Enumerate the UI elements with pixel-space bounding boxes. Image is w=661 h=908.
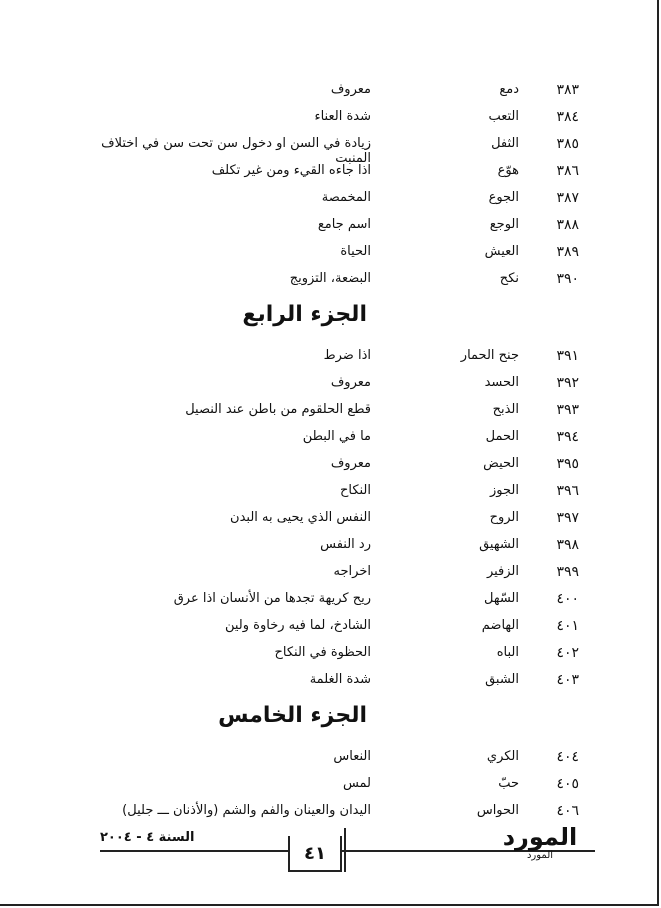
entry-term: الباه [496, 645, 519, 660]
entry-number: ٤٠٤ [556, 749, 579, 765]
section-4-list [0, 342, 661, 693]
entry-meaning: ما في البطن [302, 429, 371, 444]
entry-row [0, 369, 661, 396]
entry-number: ٣٨٣ [556, 82, 579, 98]
entry-meaning: شدة العناء [314, 109, 371, 124]
logo-title: المورد [502, 823, 578, 851]
logo-subtitle: المورد [526, 850, 554, 861]
entry-number: ٣٨٩ [556, 244, 579, 260]
entry-meaning: لمس [342, 776, 371, 791]
entry-meaning: الحظوة في النكاح [274, 645, 371, 660]
entry-row [0, 504, 661, 531]
entry-number: ٤٠٥ [556, 776, 579, 792]
entry-term: الروح [489, 510, 519, 525]
entry-number: ٣٩٥ [556, 456, 579, 472]
entry-row [0, 76, 661, 103]
entry-row [0, 743, 661, 770]
entry-row [0, 612, 661, 639]
entry-number: ٣٨٧ [556, 190, 579, 206]
entry-meaning: الحياة [340, 244, 371, 259]
entry-term: الشهيق [479, 537, 519, 552]
entry-row [0, 477, 661, 504]
entry-meaning: معروف [330, 375, 371, 390]
entry-meaning: المخمصة [321, 190, 371, 205]
page-number-box [288, 836, 342, 872]
entry-number: ٣٨٨ [556, 217, 579, 233]
entry-term: دمع [499, 82, 519, 97]
entry-number: ٣٩٧ [556, 510, 579, 526]
entry-meaning: قطع الحلقوم من باطن عند النصيل [185, 402, 371, 417]
entry-row [0, 797, 661, 824]
entry-row [0, 396, 661, 423]
section-4-title: الجزء الرابع [242, 302, 367, 327]
entry-term: السّهل [483, 591, 519, 606]
entry-meaning: البضعة، التزويج [289, 271, 371, 286]
entry-meaning: اسم جامع [317, 217, 371, 232]
entry-number: ٣٩٨ [556, 537, 579, 553]
entry-term: الشبق [485, 672, 519, 687]
entry-row [0, 265, 661, 292]
entry-term: الكري [486, 749, 519, 764]
entry-term: الثفل [491, 136, 519, 151]
section-4-heading [0, 292, 661, 342]
entry-row [0, 342, 661, 369]
section-5-title: الجزء الخامس [218, 703, 367, 728]
entry-row [0, 184, 661, 211]
entry-row [0, 157, 661, 184]
entry-meaning: شدة الغلمة [309, 672, 371, 687]
entry-row [0, 238, 661, 265]
entry-term: نكح [499, 271, 519, 286]
entry-row [0, 585, 661, 612]
page-box-tick [344, 828, 346, 872]
entry-meaning: ريح كريهة تجدها من الأنسان اذا عرق [173, 591, 371, 606]
entry-row [0, 666, 661, 693]
entry-term: الحمل [485, 429, 519, 444]
entry-term: الوجع [489, 217, 519, 232]
entry-term: الحواس [476, 803, 519, 818]
journal-logo [485, 824, 595, 862]
entry-number: ٣٨٦ [556, 163, 579, 179]
entry-meaning: النكاح [339, 483, 371, 498]
entry-row [0, 639, 661, 666]
entry-number: ٣٨٤ [556, 109, 579, 125]
entry-number: ٣٩١ [556, 348, 579, 364]
entry-row [0, 211, 661, 238]
entry-row [0, 130, 661, 166]
entry-meaning: الشادخ، لما فيه رخاوة ولين [224, 618, 371, 633]
entry-meaning: معروف [330, 456, 371, 471]
section-5-heading [0, 693, 661, 743]
entry-number: ٣٨٥ [556, 136, 579, 152]
footer-issue-date: السنة ٤ - ٢٠٠٤ [100, 830, 195, 845]
entry-term: الذبح [492, 402, 519, 417]
entry-number: ٣٩٤ [556, 429, 579, 445]
section-5-list [0, 743, 661, 824]
entry-row [0, 450, 661, 477]
section-3-list [0, 76, 661, 292]
entry-term: هوّع [497, 163, 519, 178]
entry-row [0, 770, 661, 797]
entry-term: الهاضم [481, 618, 519, 633]
page-footer [90, 823, 595, 876]
document-body [0, 76, 661, 824]
entry-term: التعب [488, 109, 519, 124]
page-number: ٤١ [304, 842, 326, 864]
entry-term: العيش [484, 244, 519, 259]
entry-number: ٤٠١ [556, 618, 579, 634]
entry-meaning: معروف [330, 82, 371, 97]
entry-meaning: اليدان والعينان والفم والشم (والأذنان ـــ جليل) [122, 803, 371, 818]
entry-meaning: رد النفس [320, 537, 371, 552]
entry-number: ٣٩٢ [556, 375, 579, 391]
entry-meaning: اذا ضرط [323, 348, 371, 363]
entry-number: ٣٩٦ [556, 483, 579, 499]
entry-row [0, 103, 661, 130]
entry-row [0, 531, 661, 558]
entry-number: ٣٩٠ [556, 271, 579, 287]
entry-number: ٤٠٠ [556, 591, 579, 607]
entry-term: الحيض [483, 456, 519, 471]
entry-number: ٣٩٩ [556, 564, 579, 580]
entry-term: جنح الحمار [460, 348, 519, 363]
entry-term: الجوز [490, 483, 519, 498]
entry-meaning: اخراجه [333, 564, 371, 579]
entry-meaning: النفس الذي يحيى به البدن [230, 510, 371, 525]
entry-meaning: اذا جاءه القيء ومن غير تكلف [211, 163, 371, 178]
entry-number: ٤٠٢ [556, 645, 579, 661]
entry-number: ٤٠٦ [556, 803, 579, 819]
entry-meaning: النعاس [333, 749, 371, 764]
entry-meaning: زيادة في السن او دخول سن تحت سن في اختلاف المنبت [101, 136, 371, 166]
entry-term: الحسد [484, 375, 519, 390]
entry-row [0, 423, 661, 450]
entry-row [0, 558, 661, 585]
entry-number: ٤٠٣ [556, 672, 579, 688]
entry-term: الزفير [486, 564, 519, 579]
entry-term: الجوع [488, 190, 519, 205]
entry-term: حبّ [498, 776, 519, 791]
entry-number: ٣٩٣ [556, 402, 579, 418]
